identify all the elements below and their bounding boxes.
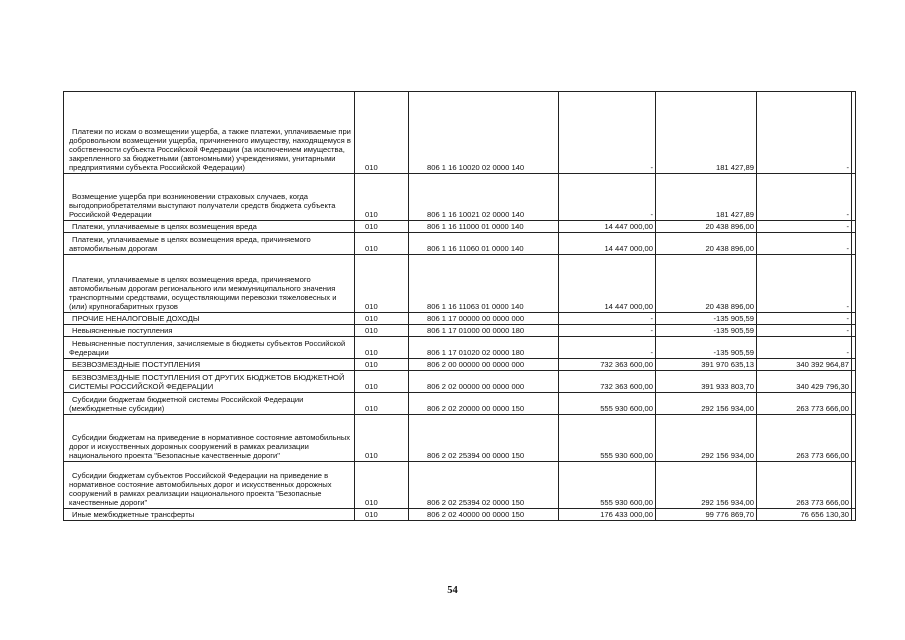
row-prev: 263 773 666,00 — [757, 393, 852, 415]
edge-cell — [852, 255, 856, 313]
page-number: 54 — [447, 585, 458, 596]
table-row — [64, 509, 856, 521]
edge-cell — [852, 313, 856, 325]
row-fact: 181 427,89 — [656, 92, 757, 174]
row-name: Невыясненные поступления — [72, 326, 173, 335]
row-prev: - — [757, 174, 852, 221]
row-kbk: 806 1 17 00000 00 0000 000 — [409, 313, 559, 325]
row-kbk: 806 2 00 00000 00 0000 000 — [409, 359, 559, 371]
row-plan: - — [559, 325, 656, 337]
row-name: Платежи, уплачиваемые в целях возмещения вреда, причиняемого автомобильным дорогам — [69, 235, 311, 253]
row-kbk: 806 2 02 25394 00 0000 150 — [409, 415, 559, 462]
table-row — [64, 221, 856, 233]
row-prev: - — [757, 325, 852, 337]
row-code: 010 — [355, 371, 409, 393]
row-plan: 555 930 600,00 — [559, 462, 656, 509]
edge-cell — [852, 221, 856, 233]
table-row — [64, 359, 856, 371]
row-kbk: 806 1 16 11000 01 0000 140 — [409, 221, 559, 233]
row-prev: 340 392 964,87 — [757, 359, 852, 371]
row-name: ПРОЧИЕ НЕНАЛОГОВЫЕ ДОХОДЫ — [72, 314, 200, 323]
row-prev: - — [757, 255, 852, 313]
table-row — [64, 233, 856, 255]
row-prev: 263 773 666,00 — [757, 462, 852, 509]
table-row — [64, 255, 856, 313]
row-code: 010 — [355, 359, 409, 371]
row-plan: - — [559, 337, 656, 359]
row-plan: - — [559, 313, 656, 325]
row-fact: -135 905,59 — [656, 325, 757, 337]
row-code: 010 — [355, 233, 409, 255]
row-kbk: 806 2 02 40000 00 0000 150 — [409, 509, 559, 521]
row-prev: - — [757, 337, 852, 359]
row-fact: 292 156 934,00 — [656, 462, 757, 509]
table-row — [64, 325, 856, 337]
row-name: Возмещение ущерба при возникновении страховых случаев, когда выгодоприобретателями выступают получатели средств бюджета субъекта Российской Федерации — [69, 192, 336, 219]
row-name: БЕЗВОЗМЕЗДНЫЕ ПОСТУПЛЕНИЯ — [72, 360, 201, 369]
table-row — [64, 92, 856, 174]
row-code: 010 — [355, 325, 409, 337]
row-name: Субсидии бюджетам на приведение в нормативное состояние автомобильных дорог и искусственных дорожных сооружений в рамках реализации национального проекта "Безопасные качественные дороги" — [69, 433, 351, 460]
row-fact: 292 156 934,00 — [656, 393, 757, 415]
row-prev: - — [757, 313, 852, 325]
row-kbk: 806 1 16 11060 01 0000 140 — [409, 233, 559, 255]
table-row — [64, 462, 856, 509]
row-code: 010 — [355, 221, 409, 233]
row-prev: - — [757, 92, 852, 174]
row-fact: 20 438 896,00 — [656, 233, 757, 255]
row-name: Субсидии бюджетам субъектов Российской Федерации на приведение в нормативное состояние автомобильных дорог и искусственных дорожных сооружений в рамках реализации национального проекта "Безопасные качественные дороги" — [69, 471, 332, 507]
row-name: Иные межбюджетные трансферты — [72, 510, 195, 519]
row-prev: 263 773 666,00 — [757, 415, 852, 462]
row-fact: 391 933 803,70 — [656, 371, 757, 393]
row-code: 010 — [355, 174, 409, 221]
row-kbk: 806 1 16 11063 01 0000 140 — [409, 255, 559, 313]
row-plan: 555 930 600,00 — [559, 393, 656, 415]
row-fact: -135 905,59 — [656, 337, 757, 359]
row-code: 010 — [355, 313, 409, 325]
row-code: 010 — [355, 393, 409, 415]
row-fact: 99 776 869,70 — [656, 509, 757, 521]
row-fact: -135 905,59 — [656, 313, 757, 325]
row-plan: 732 363 600,00 — [559, 359, 656, 371]
row-plan: 732 363 600,00 — [559, 371, 656, 393]
row-code: 010 — [355, 509, 409, 521]
table-row — [64, 313, 856, 325]
table-row — [64, 174, 856, 221]
edge-cell — [852, 92, 856, 174]
edge-cell — [852, 337, 856, 359]
row-prev: 340 429 796,30 — [757, 371, 852, 393]
row-fact: 181 427,89 — [656, 174, 757, 221]
edge-cell — [852, 415, 856, 462]
row-prev: - — [757, 233, 852, 255]
edge-cell — [852, 393, 856, 415]
row-plan: 14 447 000,00 — [559, 221, 656, 233]
table-row — [64, 337, 856, 359]
row-plan: - — [559, 174, 656, 221]
edge-cell — [852, 359, 856, 371]
table-row — [64, 415, 856, 462]
row-code: 010 — [355, 92, 409, 174]
edge-cell — [852, 371, 856, 393]
row-fact: 292 156 934,00 — [656, 415, 757, 462]
row-kbk: 806 2 02 20000 00 0000 150 — [409, 393, 559, 415]
row-plan: 14 447 000,00 — [559, 255, 656, 313]
row-code: 010 — [355, 255, 409, 313]
table-row — [64, 393, 856, 415]
row-name: Платежи по искам о возмещении ущерба, а также платежи, уплачиваемые при добровольном возмещении ущерба, причиненного имуществу, находящемуся в собственности субъекта Российской Федерации (за исключением имущества, закрепленного за бюджетными (автономными) учреждениями, унитарными предприятиями субъекта Российской Федерации) — [69, 127, 351, 172]
row-kbk: 806 2 02 25394 02 0000 150 — [409, 462, 559, 509]
edge-cell — [852, 509, 856, 521]
row-fact: 391 970 635,13 — [656, 359, 757, 371]
row-plan: - — [559, 92, 656, 174]
edge-cell — [852, 325, 856, 337]
row-name: БЕЗВОЗМЕЗДНЫЕ ПОСТУПЛЕНИЯ ОТ ДРУГИХ БЮДЖЕТОВ БЮДЖЕТНОЙ СИСТЕМЫ РОССИЙСКОЙ ФЕДЕРАЦИИ — [69, 373, 345, 391]
row-name: Платежи, уплачиваемые в целях возмещения вреда — [72, 222, 257, 231]
row-plan: 14 447 000,00 — [559, 233, 656, 255]
row-prev: - — [757, 221, 852, 233]
edge-cell — [852, 462, 856, 509]
row-code: 010 — [355, 337, 409, 359]
row-kbk: 806 1 16 10020 02 0000 140 — [409, 92, 559, 174]
row-fact: 20 438 896,00 — [656, 221, 757, 233]
table-row — [64, 371, 856, 393]
row-plan: 555 930 600,00 — [559, 415, 656, 462]
row-kbk: 806 1 17 01000 00 0000 180 — [409, 325, 559, 337]
row-plan: 176 433 000,00 — [559, 509, 656, 521]
row-code: 010 — [355, 415, 409, 462]
row-name: Невыясненные поступления, зачисляемые в бюджеты субъектов Российской Федерации — [69, 339, 346, 357]
row-code: 010 — [355, 462, 409, 509]
edge-cell — [852, 233, 856, 255]
edge-cell — [852, 174, 856, 221]
row-name: Субсидии бюджетам бюджетной системы Российской Федерации (межбюджетные субсидии) — [69, 395, 304, 413]
row-fact: 20 438 896,00 — [656, 255, 757, 313]
row-kbk: 806 2 02 00000 00 0000 000 — [409, 371, 559, 393]
row-kbk: 806 1 16 10021 02 0000 140 — [409, 174, 559, 221]
row-prev: 76 656 130,30 — [757, 509, 852, 521]
revenue-table — [63, 91, 856, 521]
row-name: Платежи, уплачиваемые в целях возмещения вреда, причиняемого автомобильным дорогам регионального или межмуниципального значения транспортными средствами, осуществляющими перевозки тяжеловесных и (или) крупногабаритных грузов — [69, 275, 337, 311]
row-kbk: 806 1 17 01020 02 0000 180 — [409, 337, 559, 359]
